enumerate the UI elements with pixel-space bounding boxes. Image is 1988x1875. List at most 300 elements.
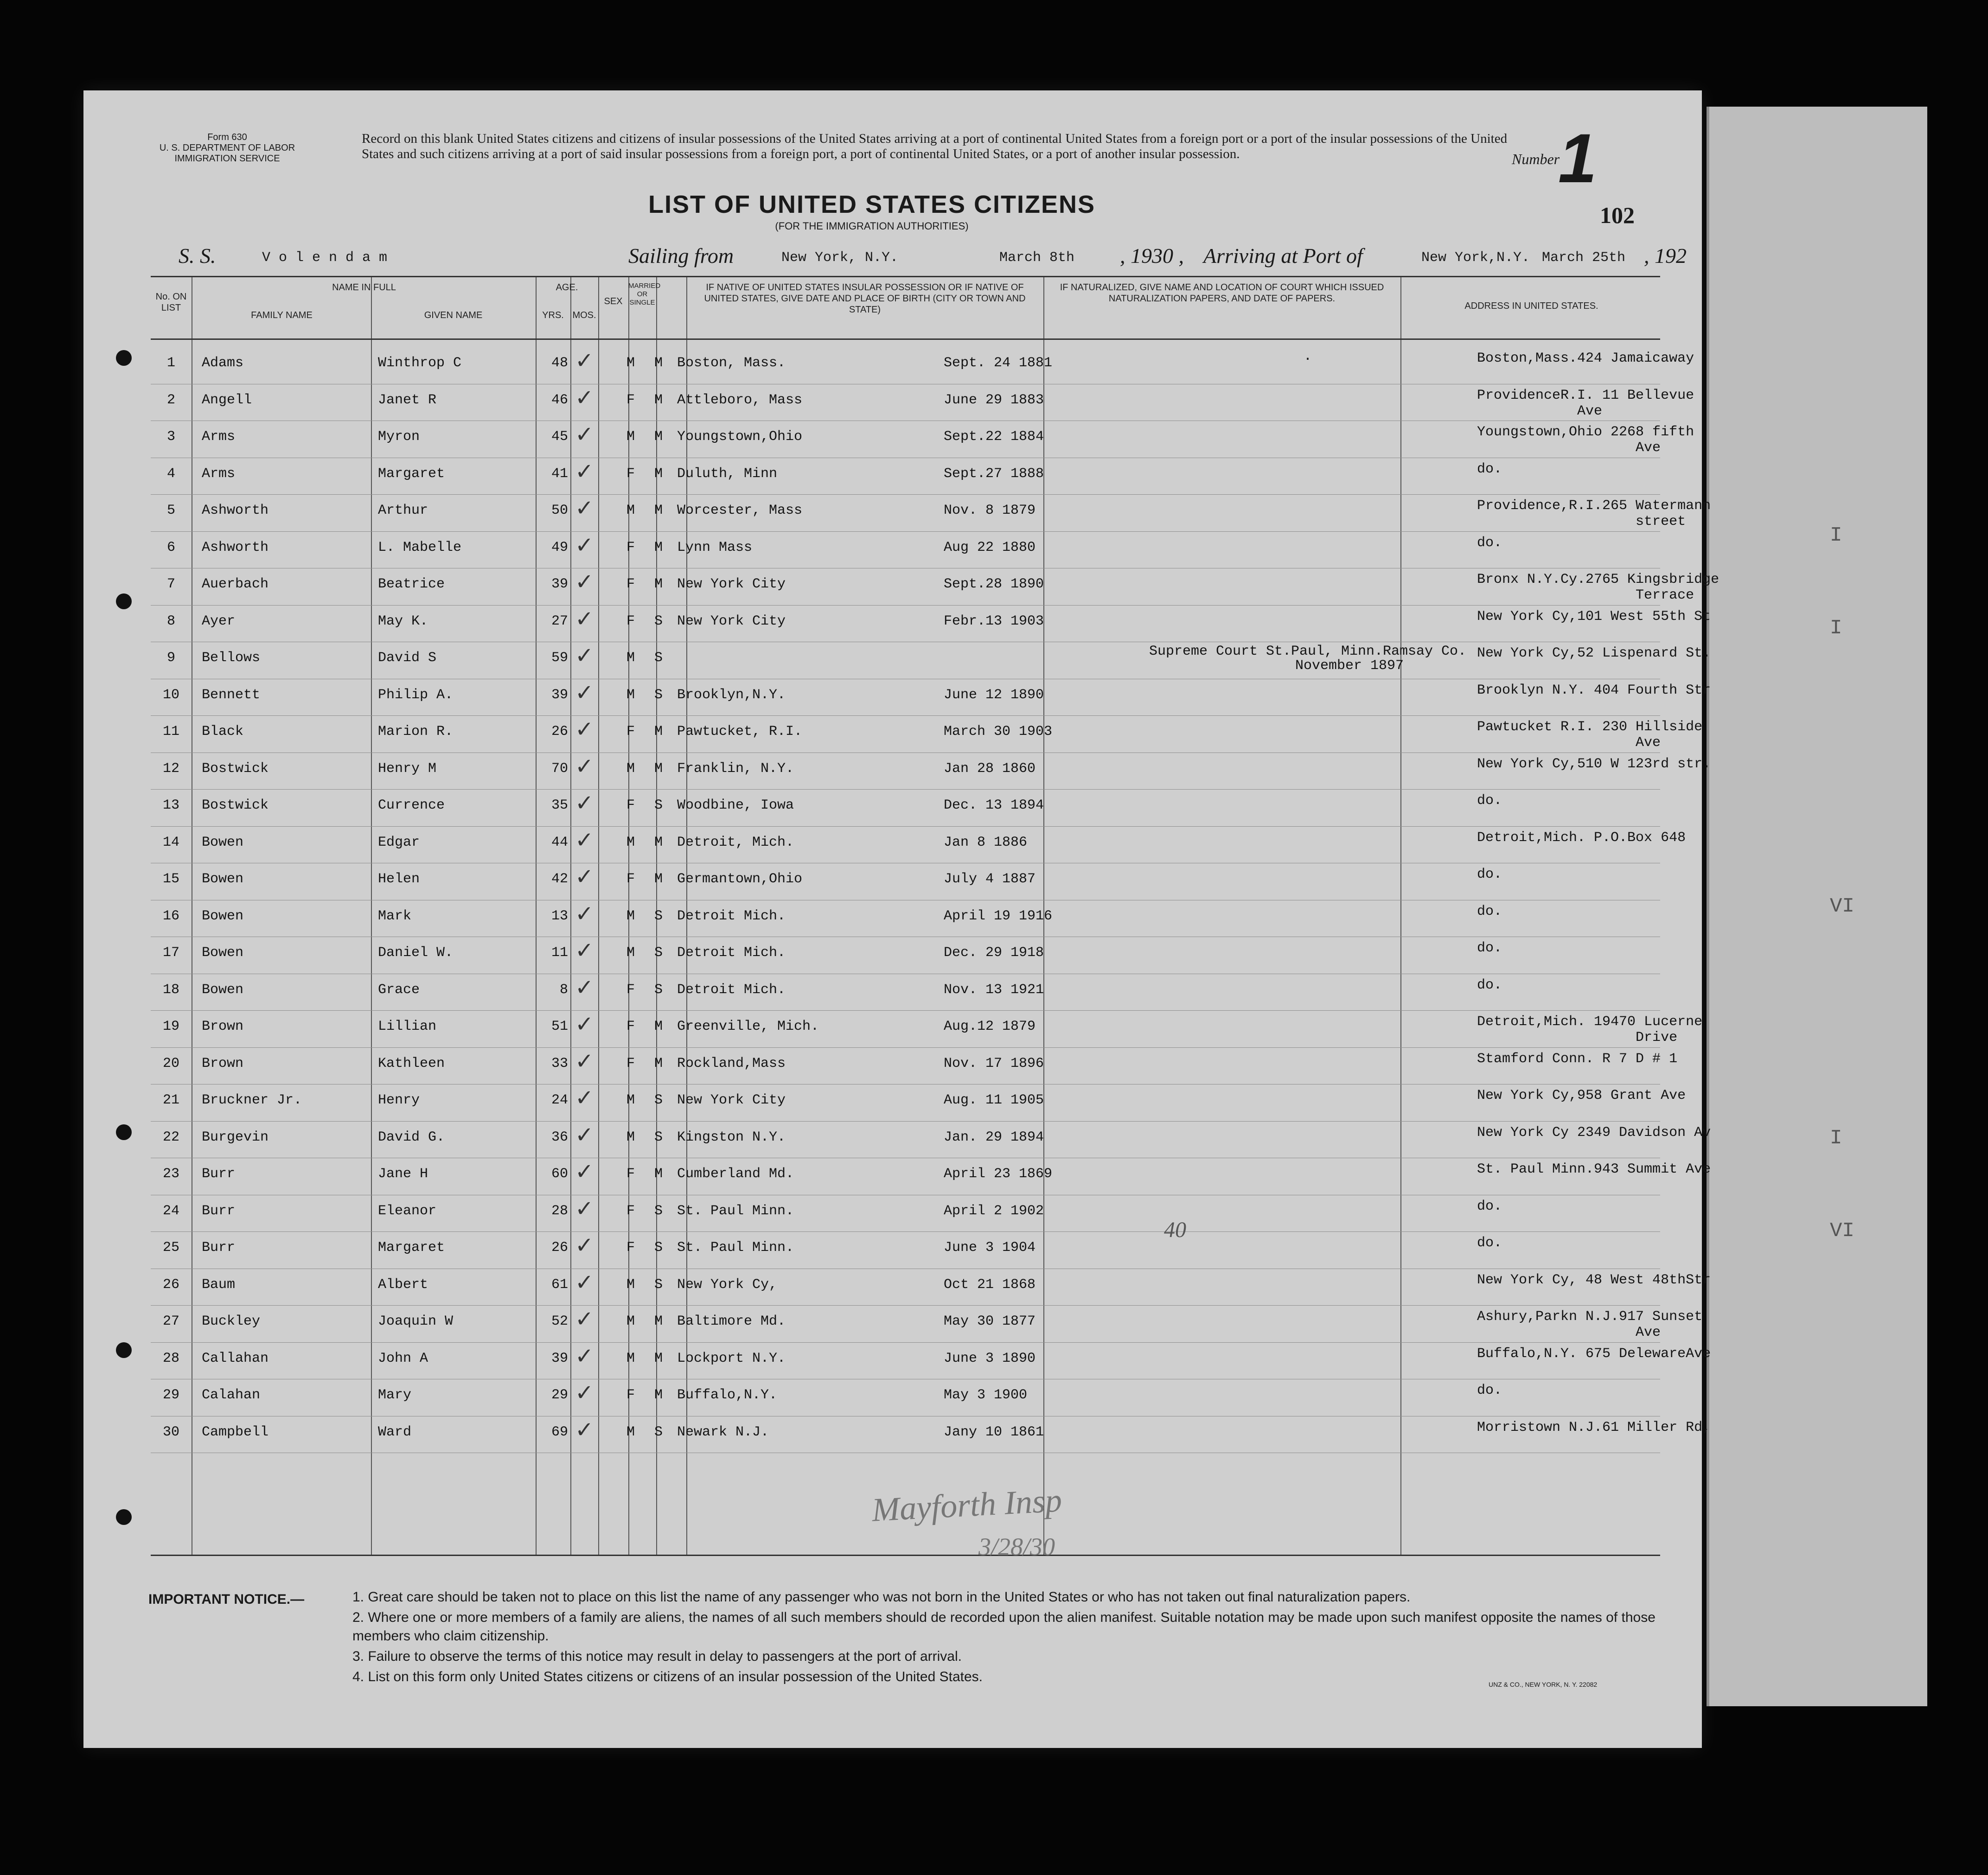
form-identifier [144,132,311,164]
age-years: 11 [551,945,568,961]
given-name: Myron [378,429,420,445]
check-mark: ✓ [575,1381,594,1405]
col-header-family: FAMILY NAME [251,310,313,320]
us-address: Detroit,Mich. 19470 Lucerne Drive [1477,1014,1703,1046]
given-name: Henry M [378,760,437,777]
voyage-line [179,243,1687,271]
table-row [151,753,1711,789]
marital-status: S [654,1276,663,1293]
birth-date: June 3 1904 [944,1240,1036,1256]
birth-place: Kingston N.Y. [677,1129,786,1145]
birth-date: Aug 22 1880 [944,539,1036,555]
marital-status: M [654,1387,663,1403]
inspector-signature: Mayforth Insp [871,1481,1063,1529]
family-name: Burr [202,1166,236,1182]
table-row [151,458,1660,494]
us-address: New York Cy, 48 West 48thStr [1477,1272,1711,1288]
row-number: 24 [162,1203,179,1219]
table-row [151,826,1686,863]
sex: M [626,1350,635,1366]
family-name: Adams [202,355,244,371]
birth-place: Newark N.J. [677,1424,769,1440]
family-name: Ashworth [202,539,269,555]
table-row [151,789,1660,826]
signature-date: 3/28/30 [978,1533,1055,1561]
birth-date: Jan 8 1886 [944,834,1028,850]
family-name: Arms [202,466,236,482]
given-name: Mary [378,1387,412,1403]
given-name: Janet R [378,392,437,408]
check-mark: ✓ [575,754,594,779]
birth-place: Woodbine, Iowa [677,797,794,813]
row-number: 15 [162,871,179,887]
sex: F [626,1055,635,1071]
marital-status: S [654,1129,663,1145]
given-name: Currence [378,797,445,813]
table-row [151,1379,1660,1416]
row-number: 12 [162,760,179,777]
age-years: 69 [551,1424,568,1440]
department-name: U. S. DEPARTMENT OF LABOR [159,143,295,153]
family-name: Bellows [202,650,261,666]
marital-status: M [654,1019,663,1034]
sex: F [626,724,635,740]
col-header-mos: MOS. [572,310,596,320]
col-header-birth: IF NATIVE OF UNITED STATES INSULAR POSSESSION OR IF NATIVE OF UNITED STATES, GIVE DATE AND PLACE OF BIRTH (CITY OR TOWN AND STATE) [704,282,1026,315]
marital-status: M [654,1055,663,1071]
check-mark: ✓ [575,791,594,816]
us-address: do. [1477,1198,1502,1214]
birth-place: Brooklyn,N.Y. [677,687,786,703]
check-mark: ✓ [575,717,594,742]
marital-status: S [654,945,663,961]
us-address: Bronx N.Y.Cy.2765 Kingsbridge Terrace [1477,572,1720,603]
marital-status: M [654,724,663,740]
age-years: 48 [551,355,568,371]
age-years: 45 [551,429,568,445]
sex: M [626,908,635,924]
table-row [151,715,1703,752]
birth-date: July 4 1887 [944,871,1036,887]
notice-item: 4. List on this form only United States citizens or citizens of an insular possession of the United States. [352,1669,983,1684]
birth-place: Cumberland Md. [677,1166,794,1182]
us-address: do. [1477,535,1502,551]
sailing-year: , 1930 , [1120,244,1184,268]
us-address: Brooklyn N.Y. 404 Fourth Str [1477,682,1711,698]
arriving-date: March 25th [1542,250,1626,266]
family-name: Callahan [202,1350,269,1366]
marital-status: M [654,834,663,850]
table-row [151,1269,1711,1305]
given-name: Jane H [378,1166,428,1182]
birth-date: Sept.28 1890 [944,576,1044,592]
birth-place: Detroit Mich. [677,908,786,924]
birth-place: Attleboro, Mass [677,392,803,408]
birth-date: Sept. 24 1881 [944,355,1053,371]
row-number: 26 [162,1276,179,1293]
adjacent-page-edge: I I VI I VI [1707,107,1927,1706]
family-name: Bostwick [202,760,269,777]
pencil-notation: 40 [1164,1218,1186,1242]
age-years: 33 [551,1055,568,1071]
ship-name: V o l e n d a m [262,250,388,266]
age-years: 13 [551,908,568,924]
age-years: 26 [551,724,568,740]
given-name: Margaret [378,1240,445,1256]
check-mark: ✓ [575,938,594,963]
arriving-year: , 192 [1644,244,1687,268]
birth-place: Baltimore Md. [677,1314,786,1329]
table-row [151,347,1694,383]
check-mark: ✓ [575,680,594,705]
table-row [151,568,1720,605]
sex: M [626,1129,635,1145]
birth-place: New York City [677,613,786,629]
age-years: 44 [551,834,568,850]
marital-status: S [654,797,663,813]
given-name: Beatrice [378,576,445,592]
marital-status: M [654,503,663,518]
birth-date: May 30 1877 [944,1314,1036,1329]
birth-date: Sept.22 1884 [944,429,1044,445]
us-address: Stamford Conn. R 7 D # 1 [1477,1051,1678,1067]
marital-status: M [654,429,663,445]
age-years: 70 [551,760,568,777]
check-mark: ✓ [575,606,594,631]
age-years: 28 [551,1203,568,1219]
check-mark: ✓ [575,1233,594,1258]
age-years: 61 [551,1276,568,1293]
birth-date: April 19 1916 [944,908,1053,924]
us-address: do. [1477,793,1502,809]
birth-place: Franklin, N.Y. [677,760,794,777]
marital-status: M [654,760,663,777]
birth-place: St. Paul Minn. [677,1203,794,1219]
birth-date: Aug.12 1879 [944,1019,1036,1034]
sex: M [626,1424,635,1440]
table-row [151,900,1660,937]
us-address: New York Cy,510 W 123rd str. [1477,756,1711,772]
list-number: 1 [1558,119,1597,197]
row-number: 1 [166,355,175,371]
header-instructions: Record on this blank United States citizens and citizens of insular possessions of the United States arriving at a port of continental United States from a foreign port or a port of the insular possessions of the United States and such citizens arriving at a port of said insular possessions from a foreign port, a port of continental United States, or a port of another insular possession. [362,131,1508,161]
us-address: New York Cy,52 Lispenard St. [1477,645,1711,661]
col-header-married: MARRIED OR SINGLE [628,282,661,306]
naturalization: . [1303,349,1312,364]
table-row [151,494,1711,531]
check-mark: ✓ [575,1122,594,1148]
table-row [151,531,1660,568]
family-name: Burgevin [202,1129,269,1145]
birth-date: June 29 1883 [944,392,1044,408]
check-mark: ✓ [575,1417,594,1442]
table-row [151,1231,1660,1268]
row-number: 9 [166,650,175,666]
marital-status: S [654,1240,663,1256]
row-number: 30 [162,1424,179,1440]
age-years: 39 [551,576,568,592]
sex: M [626,945,635,961]
birth-place: Worcester, Mass [677,503,803,518]
birth-place: Lockport N.Y. [677,1350,786,1366]
us-address: ProvidenceR.I. 11 Bellevue Ave [1477,387,1694,419]
check-mark: ✓ [575,422,594,447]
given-name: David G. [378,1129,445,1145]
us-address: do. [1477,867,1502,882]
col-header-given: GIVEN NAME [424,310,483,320]
check-mark: ✓ [575,459,594,484]
birth-date: Sept.27 1888 [944,466,1044,482]
marital-status: S [654,982,663,998]
given-name: Winthrop C [378,355,462,371]
age-years: 60 [551,1166,568,1182]
table-row [151,1084,1686,1121]
check-mark: ✓ [575,1049,594,1074]
marital-status: M [654,539,663,555]
us-address: Youngstown,Ohio 2268 fifth Ave [1477,424,1694,456]
table-row [151,421,1694,457]
birth-place: St. Paul Minn. [677,1240,794,1256]
notice-item: 2. Where one or more members of a family are aliens, the names of all such members should de recorded upon the alien manifest. Suitable notation may be made upon such manifest opposite the names of those members who claim citizenship. [352,1610,1656,1644]
table-row [151,1195,1660,1231]
table-row [151,384,1694,421]
check-mark: ✓ [575,570,594,594]
sex: F [626,797,635,813]
col-header-yrs: YRS. [542,310,564,320]
given-name: Ward [378,1424,412,1440]
number-label: Number [1512,151,1560,167]
birth-place: New York City [677,1092,786,1108]
given-name: John A [378,1350,428,1366]
age-years: 49 [551,539,568,555]
table-row [151,974,1660,1010]
us-address: do. [1477,1235,1502,1251]
sex: F [626,392,635,408]
arriving-port: New York,N.Y. [1421,250,1530,266]
given-name: Edgar [378,834,420,850]
birth-place: Pawtucket, R.I. [677,724,803,740]
marital-status: M [654,392,663,408]
us-address: do. [1477,461,1502,477]
birth-place: New York Cy, [677,1276,778,1293]
given-name: Grace [378,982,420,998]
birth-date: Dec. 29 1918 [944,945,1044,961]
row-number: 14 [162,834,179,850]
age-years: 8 [559,982,568,998]
given-name: Albert [378,1276,428,1293]
birth-place: New York City [677,576,786,592]
given-name: Daniel W. [378,945,454,961]
marital-status: S [654,1424,663,1440]
given-name: David S [378,650,437,666]
notice-item: 3. Failure to observe the terms of this notice may result in delay to passengers at the port of arrival. [352,1649,962,1664]
marital-status: S [654,613,663,629]
family-name: Bruckner Jr. [202,1092,302,1108]
birth-date: Jany 10 1861 [944,1424,1044,1440]
sex: M [626,650,635,666]
row-number: 13 [162,797,179,813]
us-address: do. [1477,977,1502,993]
family-name: Brown [202,1019,244,1034]
table-row [151,1010,1703,1047]
marital-status: M [654,1314,663,1329]
sex: F [626,1240,635,1256]
row-number: 28 [162,1350,179,1366]
row-number: 19 [162,1019,179,1034]
family-name: Ayer [202,613,236,629]
us-address: do. [1477,903,1502,919]
birth-place: Buffalo,N.Y. [677,1387,778,1403]
family-name: Burr [202,1203,236,1219]
sex: F [626,871,635,887]
check-mark: ✓ [575,1086,594,1110]
birth-date: March 30 1903 [944,724,1053,740]
given-name: Helen [378,871,420,887]
age-years: 27 [551,613,568,629]
age-years: 50 [551,503,568,518]
marital-status: M [654,466,663,482]
service-name: IMMIGRATION SERVICE [174,153,280,164]
us-address: Pawtucket R.I. 230 Hillside Ave [1477,719,1703,751]
given-name: Eleanor [378,1203,437,1219]
sex: F [626,613,635,629]
birth-date: June 3 1890 [944,1350,1036,1366]
us-address: St. Paul Minn.943 Summit Ave [1477,1161,1711,1177]
row-number: 8 [166,613,175,629]
form-number: Form 630 [207,132,247,142]
table-row [151,1416,1711,1453]
age-years: 39 [551,687,568,703]
sex: F [626,1019,635,1034]
row-number: 2 [166,392,175,408]
check-mark: ✓ [575,349,594,373]
check-mark: ✓ [575,1344,594,1369]
age-years: 52 [551,1314,568,1329]
us-address: Boston,Mass.424 Jamaicaway [1477,351,1694,366]
check-mark: ✓ [575,1307,594,1332]
given-name: Arthur [378,503,428,518]
birth-date: Nov. 13 1921 [944,982,1044,998]
printer-imprint: UNZ & CO., NEW YORK, N. Y. 22082 [1489,1681,1598,1688]
birth-date: April 2 1902 [944,1203,1044,1219]
us-address: New York Cy,958 Grant Ave [1477,1088,1686,1103]
age-years: 51 [551,1019,568,1034]
table-row [151,642,1711,678]
row-number: 21 [162,1092,179,1108]
sailing-date: March 8th [999,250,1075,266]
family-name: Buckley [202,1314,261,1329]
marital-status: M [654,576,663,592]
check-mark: ✓ [575,1160,594,1184]
birth-date: May 3 1900 [944,1387,1028,1403]
check-mark: ✓ [575,865,594,889]
document-subtitle: (FOR THE IMMIGRATION AUTHORITIES) [775,220,969,232]
naturalization: Supreme Court St.Paul, Minn.Ramsay Co. November 1897 [1149,644,1467,674]
birth-date: June 12 1890 [944,687,1044,703]
marital-status: S [654,687,663,703]
us-address: Morristown N.J.61 Miller Rd, [1477,1419,1711,1435]
birth-place: Boston, Mass. [677,355,786,371]
table-row [151,605,1711,642]
age-years: 26 [551,1240,568,1256]
marital-status: S [654,1203,663,1219]
table-row [151,1121,1711,1158]
sex: F [626,1387,635,1403]
given-name: Joaquin W [378,1314,454,1329]
ss-label: S. S. [179,244,216,268]
birth-date: Jan 28 1860 [944,760,1036,777]
check-mark: ✓ [575,644,594,668]
birth-place: Youngstown,Ohio [677,429,803,445]
marital-status: M [654,1166,663,1182]
sheet-number: 102 [1600,202,1635,228]
age-years: 41 [551,466,568,482]
row-number: 11 [162,724,179,740]
sailing-port: New York, N.Y. [781,250,899,266]
notice-item: 1. Great care should be taken not to place on this list the name of any passenger who was not born in the United States or who has not taken out final naturalization papers. [352,1589,1411,1605]
birth-date: Aug. 11 1905 [944,1092,1044,1108]
row-number: 5 [166,503,175,518]
row-number: 3 [166,429,175,445]
us-address: Ashury,Parkn N.J.917 Sunset Ave [1477,1309,1703,1340]
us-address: Detroit,Mich. P.O.Box 648 [1477,829,1686,846]
birth-date: Febr.13 1903 [944,613,1044,629]
row-number: 29 [162,1387,179,1403]
birth-place: Detroit Mich. [677,982,786,998]
document-title: LIST OF UNITED STATES CITIZENS [648,191,1095,218]
sex: M [626,503,635,518]
age-years: 42 [551,871,568,887]
marital-status: S [654,650,663,666]
check-mark: ✓ [575,1196,594,1221]
birth-place: Rockland,Mass [677,1055,786,1071]
marital-status: M [654,871,663,887]
table-row [151,1342,1711,1379]
row-number: 23 [162,1166,179,1182]
sex: M [626,1276,635,1293]
arriving-label: Arriving at Port of [1203,244,1363,268]
family-name: Bostwick [202,797,269,813]
birth-place: Duluth, Minn [677,466,778,482]
sex: M [626,429,635,445]
col-header-sex: SEX [604,296,623,306]
table-row [151,1047,1678,1084]
family-name: Angell [202,392,252,408]
sex: M [626,355,635,371]
row-number: 4 [166,466,175,482]
sex: M [626,1092,635,1108]
sex: M [626,687,635,703]
us-address: do. [1477,1383,1502,1398]
us-address: do. [1477,940,1502,956]
family-name: Bowen [202,908,244,924]
check-mark: ✓ [575,533,594,558]
sex: F [626,1166,635,1182]
col-header-no: No. ON LIST [155,292,187,313]
sex: F [626,466,635,482]
row-number: 6 [166,539,175,555]
sex: M [626,834,635,850]
birth-place: Greenville, Mich. [677,1019,819,1034]
col-header-naturalized: IF NATURALIZED, GIVE NAME AND LOCATION OF COURT WHICH ISSUED NATURALIZATION PAPERS, AND DATE OF PAPERS. [1060,282,1384,304]
family-name: Auerbach [202,576,269,592]
family-name: Bowen [202,871,244,887]
given-name: Lillian [378,1019,437,1034]
check-mark: ✓ [575,496,594,521]
age-years: 46 [551,392,568,408]
sex: F [626,1203,635,1219]
col-header-address: ADDRESS IN UNITED STATES. [1464,301,1598,311]
